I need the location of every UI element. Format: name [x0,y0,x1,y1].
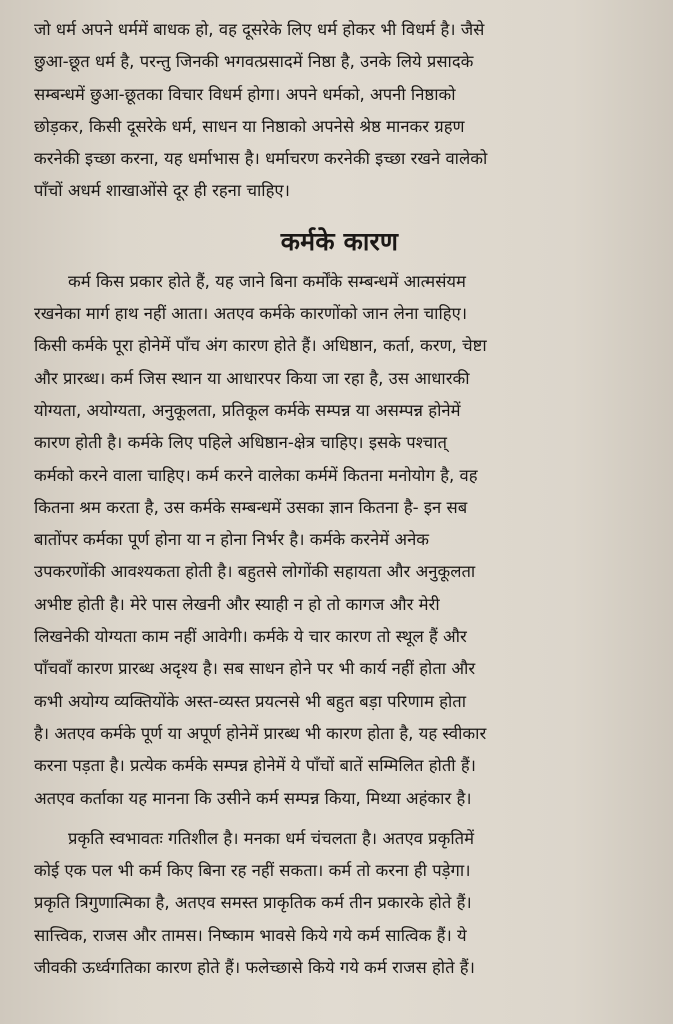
text-line: उपकरणोंकी आवश्यकता होती है। बहुतसे लोगोंकी सहायता और अनुकूलता [34,562,476,582]
text-line: अतएव कर्ताका यह मानना कि उसीने कर्म सम्पन्न किया, मिथ्या अहंकार है। [34,788,472,808]
section-heading: कर्मके कारण [280,226,399,256]
text-line: किसी कर्मके पूरा होनेमें पाँच अंग कारण होते हैं। अधिष्ठान, कर्ता, करण, चेष्टा [34,336,487,356]
text-line: कर्म किस प्रकार होते हैं, यह जाने बिना कर्मोंके सम्बन्धमें आत्मसंयम [68,271,466,291]
paragraph-prakriti [34,823,645,984]
text-line: लिखनेकी योग्यता काम नहीं आवेगी। कर्मके ये चार कारण तो स्थूल हैं और [34,627,467,647]
text-line: करना पड़ता है। प्रत्येक कर्मके सम्पन्न होनेमें ये पाँचों बातें सम्मिलित होती हैं। [34,756,476,776]
paragraph-karma-causes [34,266,645,815]
text-line: योग्यता, अयोग्यता, अनुकूलता, प्रतिकूल कर्मके सम्पन्न या असम्पन्न होनेमें [34,400,461,420]
text-line: प्रकृति स्वभावतः गतिशील है। मनका धर्म चंचलता है। अतएव प्रकृतिमें [68,828,475,848]
text-line: छुआ-छूत धर्म है, परन्तु जिनकी भगवत्प्रसादमें निष्ठा है, उनके लिये प्रसादके [34,52,474,72]
text-line: जीवकी ऊर्ध्वगतिका कारण होते हैं। फलेच्छासे किये गये कर्म राजस होते हैं। [34,958,475,978]
text-line: सात्त्विक, राजस और तामस। निष्काम भावसे किये गये कर्म सात्विक हैं। ये [34,925,467,945]
text-line: अभीष्ट होती है। मेरे पास लेखनी और स्याही न हो तो कागज और मेरी [34,594,440,614]
text-line: पाँचों अधर्म शाखाओंसे दूर ही रहना चाहिए। [34,181,290,201]
paragraph-gap [34,815,645,823]
text-line: रखनेका मार्ग हाथ नहीं आता। अतएव कर्मके कारणोंको जान लेना चाहिए। [34,304,468,324]
text-line: और प्रारब्ध। कर्म जिस स्थान या आधारपर किया जा रहा है, उस आधारकी [34,368,470,388]
text-line: कितना श्रम करता है, उस कर्मके सम्बन्धमें उसका ज्ञान कितना है- इन सब [34,497,468,517]
text-line: कोई एक पल भी कर्म किए बिना रह नहीं सकता। कर्म तो करना ही पड़ेगा। [34,861,471,881]
text-line: पाँचवाँ कारण प्रारब्ध अदृश्य है। सब साधन होने पर भी कार्य नहीं होता और [34,659,476,679]
text-line: जो धर्म अपने धर्ममें बाधक हो, वह दूसरेके लिए धर्म होकर भी विधर्म है। जैसे [34,20,485,39]
text-line: कर्मको करने वाला चाहिए। कर्म करने वालेका कर्ममें कितना मनोयोग है, वह [34,465,478,485]
text-line: कभी अयोग्य व्यक्तियोंके अस्त-व्यस्त प्रयत्नसे भी बहुत बड़ा परिणाम होता [34,691,467,711]
text-line: है। अतएव कर्मके पूर्ण या अपूर्ण होनेमें प्रारब्ध भी कारण होता है, यह स्वीकार [34,723,487,743]
text-line: सम्बन्धमें छुआ-छूतका विचार विधर्म होगा। अपने धर्मको, अपनी निष्ठाको [34,84,456,104]
text-line: करनेकी इच्छा करना, यह धर्माभास है। धर्माचरण करनेकी इच्छा रखने वालेको [34,149,488,169]
text-line: प्रकृति त्रिगुणात्मिका है, अतएव समस्त प्राकृतिक कर्म तीन प्रकारके होते हैं। [34,893,472,913]
text-line: बातोंपर कर्मका पूर्ण होना या न होना निर्भर है। कर्मके करनेमें अनेक [34,530,430,550]
text-line: छोड़कर, किसी दूसरेके धर्म, साधन या निष्ठाको अपनेसे श्रेष्ठ मानकर ग्रहण [34,116,465,136]
text-line: कारण होती है। कर्मके लिए पहिले अधिष्ठान-क्षेत्र चाहिए। इसके पश्चात् [34,433,447,453]
paragraph-dharma [34,14,645,208]
